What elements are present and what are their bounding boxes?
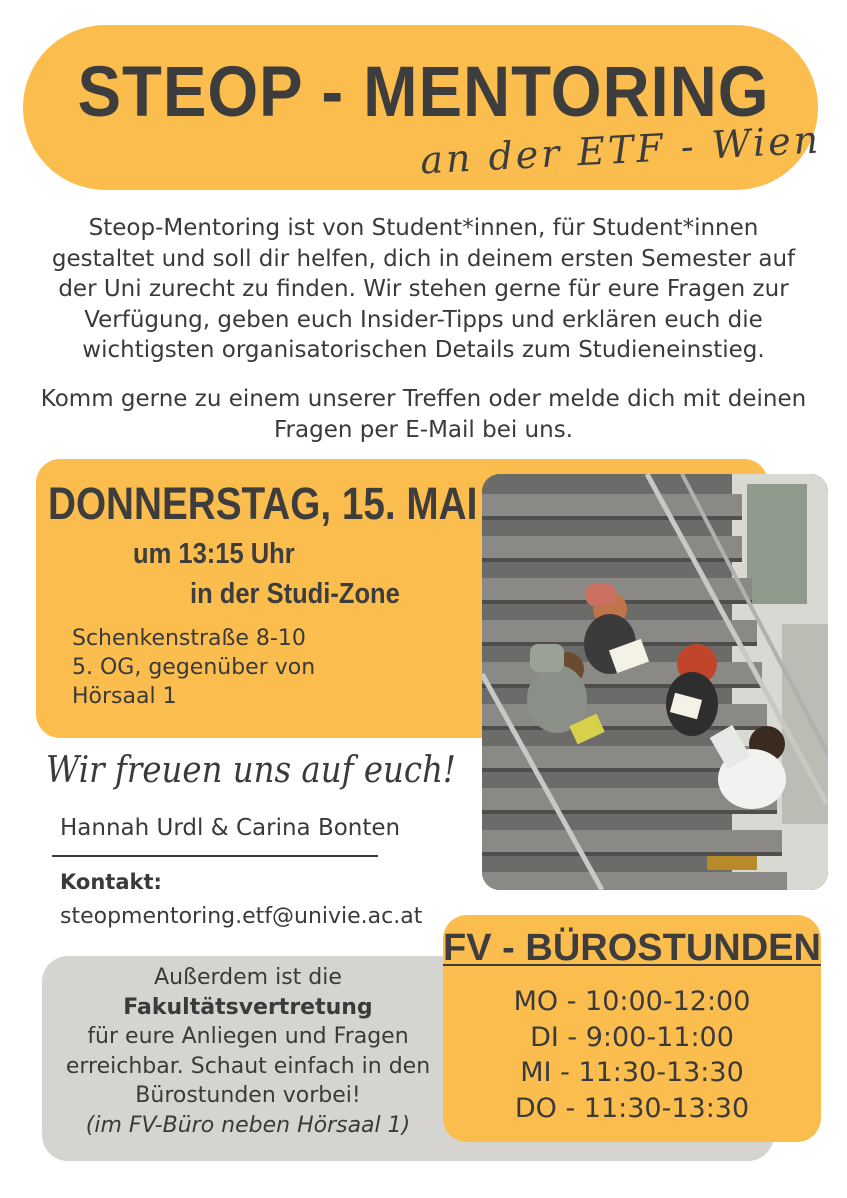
event-date: DONNERSTAG, 15. MAI (48, 478, 478, 529)
address-line: Schenkenstraße 8-10 (72, 626, 306, 651)
students-photo (482, 474, 828, 890)
contact-email[interactable]: steopmentoring.etf@univie.ac.at (60, 904, 423, 929)
page-title: STEOP - MENTORING (77, 53, 770, 132)
contact-label: Kontakt: (60, 870, 162, 894)
info-text (48, 963, 448, 1140)
divider (52, 855, 378, 857)
event-place: in der Studi-Zone (190, 578, 400, 610)
info-line: Außerdem ist die (154, 965, 342, 990)
mentor-names: Hannah Urdl & Carina Bonten (60, 815, 401, 841)
address-line: Hörsaal 1 (72, 684, 177, 709)
page-subtitle: an der ETF - Wien (419, 117, 823, 183)
intro-paragraph: Steop-Mentoring ist von Student*innen, für Student*innen gestaltet und soll dir helfen, dich in deinem ersten Semester auf der Uni zurecht zu finden. Wir stehen gerne für eure Fragen zur Verfügung, geben euch Insider-Tipps und erklären euch die wichtigsten organisatorischen Details zum Studieneinstieg. (51, 215, 796, 363)
info-line: für eure Anliegen und Fragen erreichbar. Schaut einfach in den Bürostunden vorbei! (65, 1024, 431, 1108)
office-hours-item: MI - 11:30-13:30 (520, 1057, 744, 1088)
address-line: 5. OG, gegenüber von (72, 655, 316, 680)
office-hours-title: FV - BÜROSTUNDEN (443, 927, 821, 969)
invite-paragraph: Komm gerne zu einem unserer Treffen oder melde dich mit deinen Fragen per E-Mail bei uns. (40, 386, 807, 443)
office-hours-item: DO - 11:30-13:30 (514, 1092, 750, 1124)
event-address (72, 624, 315, 711)
greeting-text: Wir freuen uns auf euch! (46, 750, 456, 791)
event-time: um 13:15 Uhr (133, 538, 295, 570)
office-hours-item: MO - 10:00-12:00 (513, 986, 751, 1017)
info-faculty: Fakultätsvertretung (123, 994, 373, 1020)
info-note: (im FV-Büro neben Hörsaal 1) (85, 1112, 411, 1138)
office-hours-item: DI - 9:00-11:00 (530, 1021, 734, 1053)
office-hours-list (443, 984, 821, 1126)
